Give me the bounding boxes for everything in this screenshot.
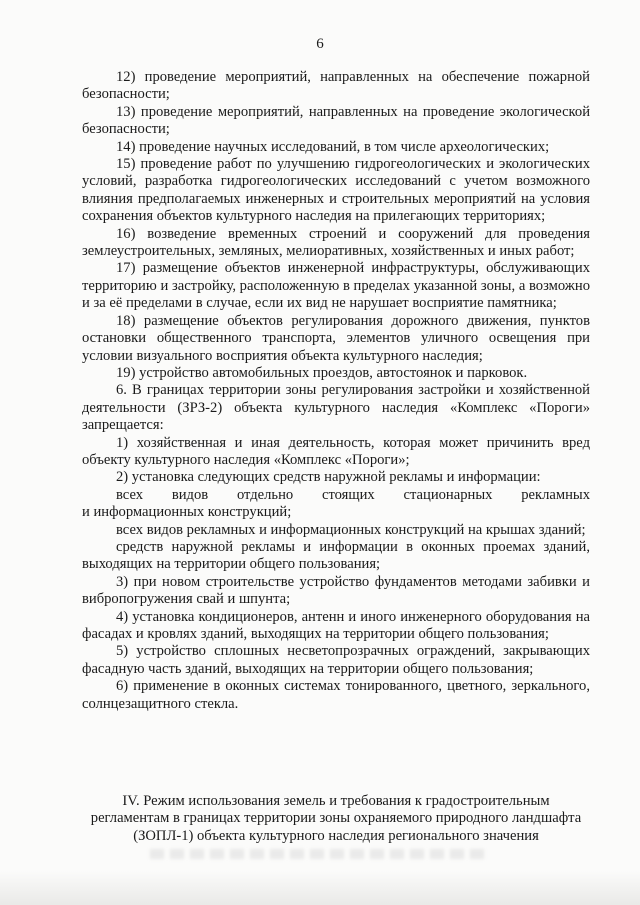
paragraph-prohibition-4: 4) установка кондиционеров, антенн и иного инженерного оборудования на фасадах и кровлях зданий, выходящих на территории общего пользования; [82,608,590,642]
paragraph-ads-standalone-cont: и информационных конструкций; [82,504,292,521]
document-body [82,69,590,713]
paragraph-ads-windows: средств наружной рекламы и информации в оконных проемах зданий, выходящих на территории общего пользования; [82,538,590,573]
section-heading-line: регламентам в границах территории зоны охраняемого природного ландшафта [90,810,582,827]
paragraph-prohibition-5: 5) устройство сплошных несветопрозрачных ограждений, закрывающих фасадную часть зданий, выходящих на территории общего пользования; [82,643,590,677]
paragraph-section-6: 6. В границах территории зоны регулирования застройки и хозяйственной деятельности (ЗРЗ-2) объекта культурного наследия «Комплекс «Пороги» запрещается: [82,382,590,434]
paragraph-item-13: 13) проведение мероприятий, направленных на проведение экологической безопасности; [82,103,590,138]
section-heading-line: IV. Режим использования земель и требования к градостроительным [122,793,550,809]
bleed-through-text [150,849,490,859]
paragraph-prohibition-3: 3) при новом строительстве устройство фундаментов методами забивки и вибропогружения свай и шпунта; [82,573,590,608]
paragraph-prohibition-2: 2) установка следующих средств наружной рекламы и информации: [116,469,541,486]
paragraph-item-17: 17) размещение объектов инженерной инфраструктуры, обслуживающих территорию и застройку, расположенную в пределах указанной зоны, а возможно и за её пределами в случае, если их вид не нарушает восприятие памятника; [82,260,590,312]
paragraph-prohibition-6: 6) применение в оконных системах тонированного, цветного, зеркального, солнцезащитного стекла. [82,678,590,712]
paragraph-item-15: 15) проведение работ по улучшению гидрогеологических и экологических условий, разработка гидрогеологических исследований с учетом возможного влияния предполагаемых инженерных и строительных мероприятий на условия сохранения объектов культурного наследия на прилегающих территориях; [82,156,590,225]
paragraph-item-12: 12) проведение мероприятий, направленных на обеспечение пожарной безопасности; [82,69,590,103]
paragraph-ads-roofs: всех видов рекламных и информационных конструкций на крышах зданий; [116,521,586,538]
scan-shadow [0,871,640,905]
paragraph-ads-standalone: всех видов отдельно стоящих стационарных рекламных [116,486,590,503]
paragraph-item-19: 19) устройство автомобильных проездов, автостоянок и парковок. [116,364,528,381]
paragraph-prohibition-1: 1) хозяйственная и иная деятельность, которая может причинить вред объекту культурного наследия «Комплекс «Пороги»; [82,434,590,468]
paragraph-item-14: 14) проведение научных исследований, в том числе археологических; [116,138,550,155]
section-heading-line: (ЗОПЛ-1) объекта культурного наследия регионального значения [133,827,539,844]
paragraph-item-16: 16) возведение временных строений и сооружений для проведения землеустроительных, земляных, мелиоративных, хозяйственных и иных работ; [82,225,590,260]
paragraph-item-18: 18) размещение объектов регулирования дорожного движения, пунктов остановки общественного транспорта, элементов уличного освещения при условии визуального восприятия объекта культурного наследия; [82,312,590,364]
page-number: 6 [316,36,324,52]
section-heading [82,793,590,845]
